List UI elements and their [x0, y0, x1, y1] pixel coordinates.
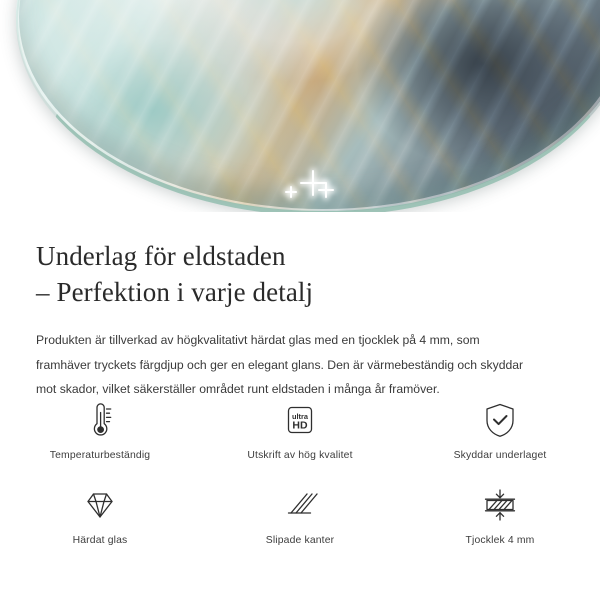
feature-item-polished-edges [200, 477, 400, 562]
feature-item-print-quality [200, 392, 400, 477]
text-block [0, 212, 600, 402]
feature-label: Tjocklek 4 mm [465, 535, 535, 546]
glass-plate-image [16, 0, 600, 212]
shield-check-icon [479, 398, 521, 442]
feature-grid [0, 392, 600, 562]
ultra-hd-icon [279, 398, 321, 442]
svg-text:ultra: ultra [291, 412, 309, 421]
feature-label: Skyddar underlaget [453, 450, 547, 461]
diamond-icon [78, 483, 122, 527]
hero-image [0, 0, 600, 212]
body-paragraph: Produkten är tillverkad av högkvalitativt härdat glas med en tjocklek på 4 mm, som framhäver tryckets färgdjup och ger en elegant glans. Den är värmebeständig och skyddar mot skador, vilket säkerställer området runt eldstaden i många år framöver. [36, 333, 524, 397]
thermometer-icon [80, 398, 120, 442]
feature-label: Utskrift av hög kvalitet [247, 450, 353, 461]
feature-item-temperature [0, 392, 200, 477]
thickness-icon [478, 483, 522, 527]
headline-line-1: Underlag för eldstaden [36, 241, 286, 271]
feature-label: Temperaturbeständig [49, 450, 151, 461]
feature-label: Härdat glas [72, 535, 128, 546]
feature-item-protects-surface [400, 392, 600, 477]
svg-text:HD: HD [292, 419, 308, 432]
polished-edges-icon [279, 483, 321, 527]
headline-line-2: – Perfektion i varje detalj [36, 277, 314, 308]
feature-label: Slipade kanter [265, 535, 335, 546]
feature-item-thickness [400, 477, 600, 562]
feature-item-tempered-glass [0, 477, 200, 562]
page-title [0, 212, 600, 310]
